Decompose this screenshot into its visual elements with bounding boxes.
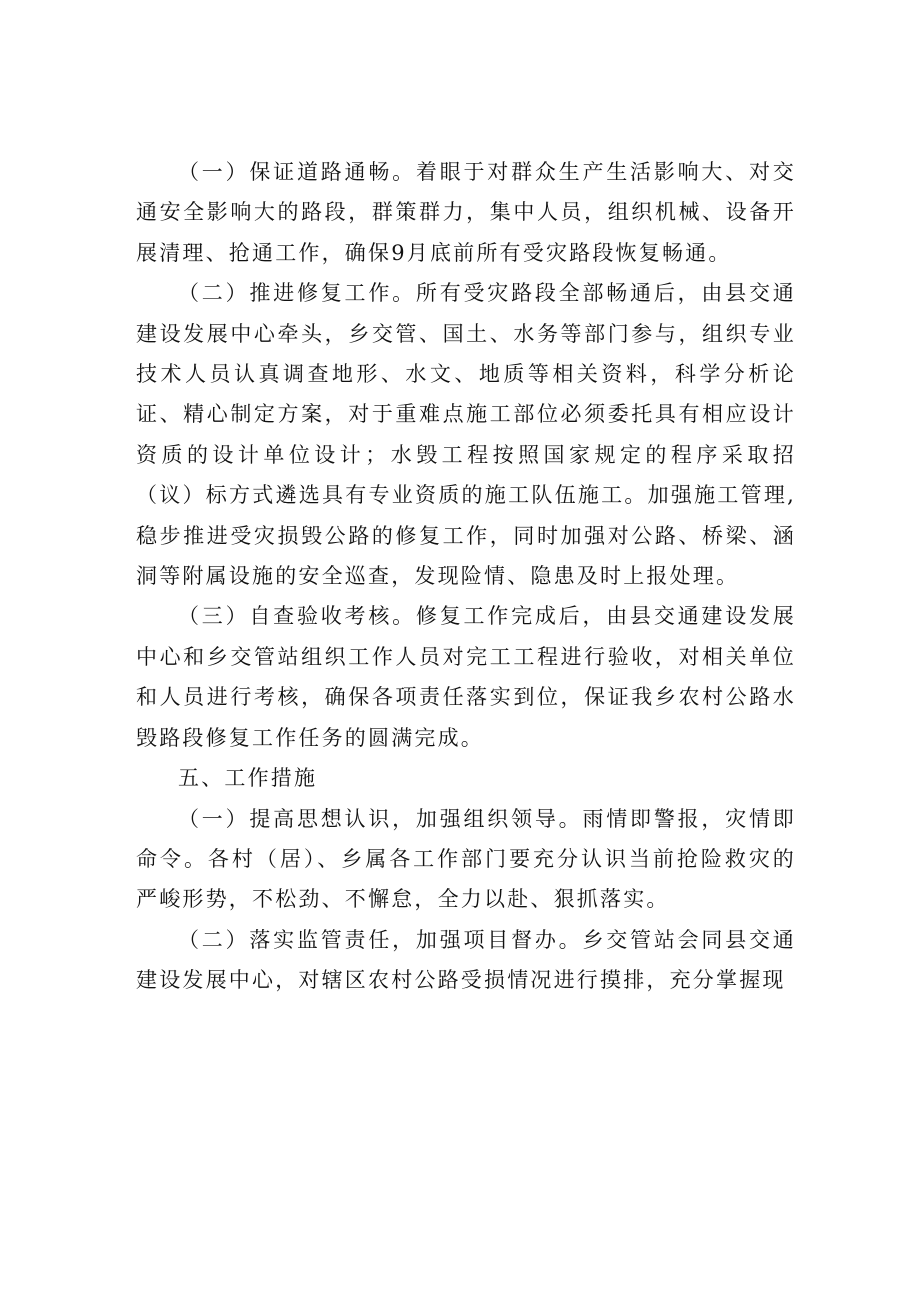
paragraph-measure-awareness: （一）提高思想认识，加强组织领导。雨情即警报，灾情即命令。各村（居）、乡属各工作部门要充分认识当前抢险救灾的严峻形势，不松劲、不懈怠，全力以赴、狠抓落实。 [136,806,796,912]
document-body [136,152,796,1001]
paragraph-repair-work: （二）推进修复工作。所有受灾路段全部畅通后，由县交通建设发展中心牵头，乡交管、国土、水务等部门参与，组织专业技术人员认真调查地形、水文、地质等相关资料，科学分析论证、精心制定方案，对于重难点施工部位必须委托具有相应设计资质的设计单位设计；水毁工程按照国家规定的程序采取招（议）标方式遴选具有专业资质的施工队伍施工。加强施工管理,稳步推进受灾损毁公路的修复工作，同时加强对公路、桥梁、涵洞等附属设施的安全巡查，发现险情、隐患及时上报处理。 [136,281,796,589]
section-heading: 五、工作措施 [178,766,318,791]
paragraph-inspection-acceptance: （三）自查验收考核。修复工作完成后，由县交通建设发展中心和乡交管站组织工作人员对完工工程进行验收，对相关单位和人员进行考核，确保各项责任落实到位，保证我乡农村公路水毁路段修复工作任务的圆满完成。 [136,604,796,750]
paragraph-ensure-road-access: （一）保证道路通畅。着眼于对群众生产生活影响大、对交通安全影响大的路段，群策群力，集中人员，组织机械、设备开展清理、抢通工作，确保9月底前所有受灾路段恢复畅通。 [136,160,796,265]
paragraph-measure-supervision: （二）落实监管责任，加强项目督办。乡交管站会同县交通建设发展中心，对辖区农村公路受损情况进行摸排，充分掌握现 [136,927,796,993]
